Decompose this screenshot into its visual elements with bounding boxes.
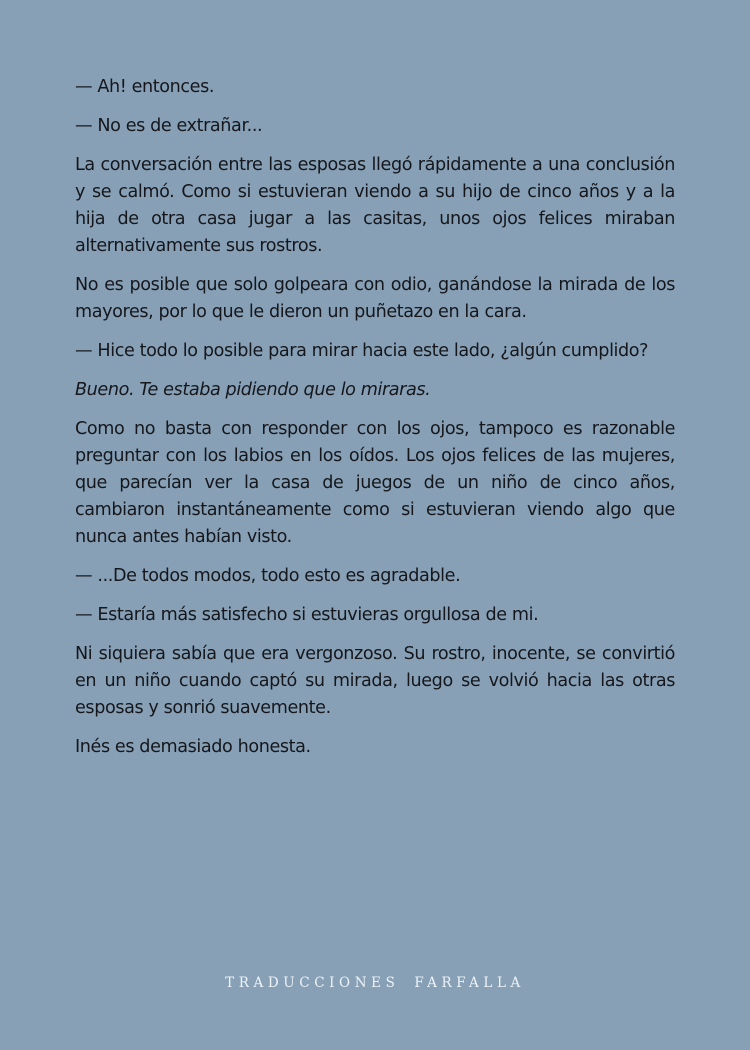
paragraph-thought: Bueno. Te estaba pidiendo que lo miraras. [75, 380, 431, 400]
paragraph-narration-2: No es posible que solo golpeara con odio, ganándose la mirada de los mayores, por lo que le dieron un puñetazo en la cara. [75, 275, 675, 322]
paragraph-dialogue-5: — Estaría más satisfecho si estuvieras orgullosa de mi. [75, 605, 539, 625]
paragraph-dialogue-1: — Ah! entonces. [75, 77, 215, 97]
paragraph-narration-1: La conversación entre las esposas llegó rápidamente a una conclusión y se calmó. Como si estuvieran viendo a su hijo de cinco años y a la hija de otra casa jugar a las casitas, unos ojos felices miraban alternativamente sus rostros. [75, 155, 675, 256]
paragraph-narration-4: Ni siquiera sabía que era vergonzoso. Su rostro, inocente, se convirtió en un niño cuando captó su mirada, luego se volvió hacia las otras esposas y sonrió suavemente. [75, 644, 675, 718]
footer-credit: TRADUCCIONES FARFALLA [225, 975, 525, 991]
paragraph-narration-5: Inés es demasiado honesta. [75, 737, 311, 757]
page-body [75, 74, 675, 773]
paragraph-dialogue-4: — ...De todos modos, todo esto es agradable. [75, 566, 461, 586]
paragraph-dialogue-2: — No es de extrañar... [75, 116, 263, 136]
paragraph-dialogue-3: — Hice todo lo posible para mirar hacia este lado, ¿algún cumplido? [75, 341, 649, 361]
paragraph-narration-3: Como no basta con responder con los ojos, tampoco es razonable preguntar con los labios en los oídos. Los ojos felices de las mujeres, que parecían ver la casa de juegos de un niño de cinco años, cambiaron instantáneamente como si estuvieran viendo algo que nunca antes habían visto. [75, 419, 675, 547]
